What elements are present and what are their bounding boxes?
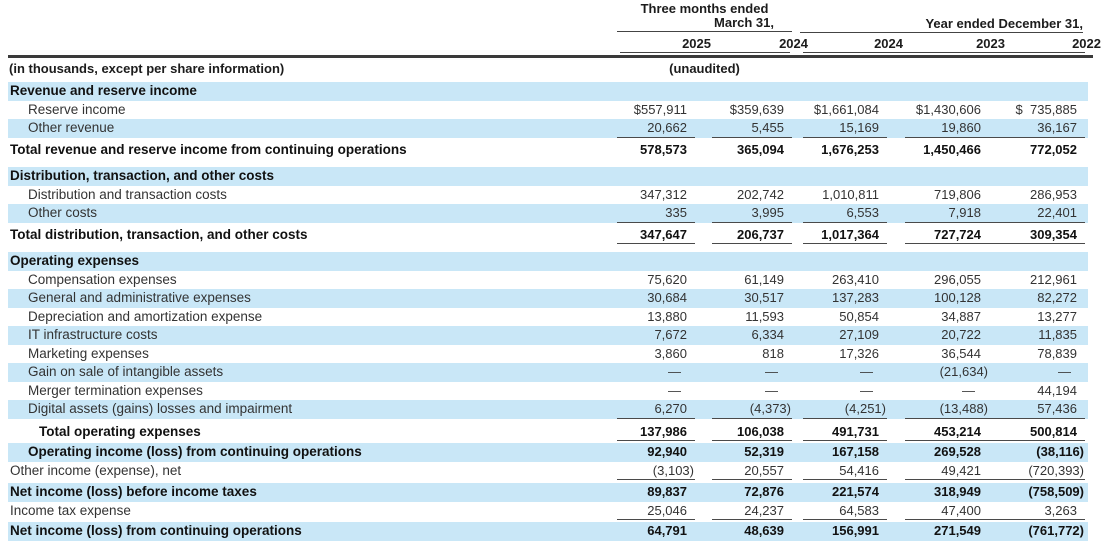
value-cell	[712, 167, 792, 186]
table-row	[8, 119, 1088, 138]
value-cell: $359,639	[729, 101, 784, 117]
value-cell: 49,421	[905, 462, 989, 481]
value-cell: 82,272	[1037, 290, 1077, 305]
value-cell: 719,806	[934, 186, 981, 202]
table-row	[8, 289, 1088, 308]
value-cell: 15,169	[803, 119, 887, 138]
row-label: Compensation expenses	[28, 271, 177, 287]
value-cell: —	[765, 364, 778, 379]
value-cell: —	[962, 382, 975, 398]
value-cell	[617, 82, 695, 101]
value-cell: 27,109	[839, 327, 879, 342]
table-row	[8, 167, 1088, 186]
value-cell: 7,918	[905, 204, 989, 223]
value-cell: 54,416	[803, 462, 887, 481]
value-cell: $1,661,084	[813, 101, 879, 117]
table-row	[8, 382, 1088, 401]
row-label: Reserve income	[28, 101, 126, 117]
value-cell: (38,116)	[1036, 444, 1084, 459]
value-cell: 89,837	[647, 484, 687, 499]
header-divider-rule	[8, 55, 1093, 58]
value-cell: 3,995	[712, 204, 792, 223]
table-row	[8, 326, 1088, 345]
table-row	[8, 101, 1088, 120]
value-cell: 156,991	[832, 523, 879, 538]
value-cell: 137,986	[617, 423, 695, 442]
value-cell: 100,128	[934, 290, 981, 305]
table-row	[8, 483, 1088, 502]
table-row	[8, 186, 1088, 205]
value-cell: 52,319	[744, 444, 784, 459]
row-label: Marketing expenses	[28, 345, 149, 361]
row-label: General and administrative expenses	[28, 290, 251, 305]
year-underline-group1	[620, 52, 790, 53]
value-cell: —	[860, 364, 873, 379]
value-cell: 3,860	[654, 345, 687, 361]
value-cell: 578,573	[640, 141, 687, 157]
value-cell: 1,450,466	[923, 141, 981, 157]
value-cell	[989, 252, 1085, 271]
value-cell: 263,410	[832, 271, 879, 287]
value-cell: 6,334	[751, 327, 784, 342]
value-cell: 34,887	[941, 308, 981, 324]
table-row	[8, 443, 1088, 462]
value-cell: 17,326	[839, 345, 879, 361]
table-row	[8, 400, 1088, 419]
value-cell: 491,731	[803, 423, 887, 442]
row-label: Operating expenses	[10, 253, 140, 268]
value-cell: 20,722	[941, 327, 981, 342]
value-cell: 453,214	[905, 423, 989, 442]
value-cell	[712, 82, 792, 101]
value-cell: 30,517	[744, 290, 784, 305]
value-cell: 202,742	[737, 186, 784, 202]
value-cell: 24,237	[712, 502, 792, 521]
value-cell: 167,158	[832, 444, 879, 459]
row-label: Income tax expense	[10, 502, 131, 518]
value-cell: —	[860, 382, 873, 398]
value-cell: 64,583	[803, 502, 887, 521]
value-cell	[989, 167, 1085, 186]
row-label: Net income (loss) from continuing operations	[10, 523, 302, 538]
value-cell	[989, 82, 1085, 101]
value-cell: 25,046	[617, 502, 695, 521]
value-cell: 13,880	[647, 308, 687, 324]
row-label: Digital assets (gains) losses and impairment	[28, 401, 293, 416]
value-cell: 75,620	[647, 271, 687, 287]
table-row	[8, 345, 1088, 364]
value-cell: 221,574	[832, 484, 879, 499]
value-cell: $ 735,885	[1015, 101, 1077, 117]
value-cell: 20,557	[712, 462, 792, 481]
table-row	[8, 204, 1088, 223]
table-row	[8, 141, 1088, 160]
value-cell: (3,103)	[617, 462, 695, 481]
value-cell: 212,961	[1030, 271, 1077, 287]
value-cell: 11,835	[1038, 327, 1077, 342]
row-label: Distribution, transaction, and other costs	[10, 168, 275, 183]
value-cell: 1,017,364	[803, 226, 887, 245]
value-cell: 78,839	[1037, 345, 1077, 361]
year-underline-group2	[803, 52, 1085, 53]
row-label: Merger termination expenses	[28, 382, 203, 398]
units-note: (in thousands, except per share information)	[9, 61, 285, 76]
value-cell: 347,647	[617, 226, 695, 245]
column-group-year-ended	[800, 2, 1083, 33]
value-cell: 20,662	[617, 119, 695, 138]
year-header-2024: 2024	[874, 36, 903, 51]
value-cell: (21,634)	[939, 364, 988, 379]
value-cell	[803, 167, 887, 186]
value-cell: (758,509)	[1028, 484, 1084, 499]
row-label: Depreciation and amortization expense	[28, 308, 263, 324]
unaudited-note: (unaudited)	[669, 61, 740, 76]
value-cell	[905, 252, 989, 271]
value-cell: $557,911	[633, 101, 687, 117]
value-cell: 365,094	[737, 141, 784, 157]
row-label: IT infrastructure costs	[28, 327, 158, 342]
value-cell: 727,724	[905, 226, 989, 245]
value-cell: 11,593	[745, 308, 784, 324]
value-cell: —	[1058, 364, 1071, 379]
year-header-2023: 2023	[976, 36, 1005, 51]
row-label: Other revenue	[28, 120, 115, 135]
value-cell	[803, 252, 887, 271]
value-cell	[617, 167, 695, 186]
table-row	[8, 226, 1088, 245]
value-cell: 137,283	[832, 290, 879, 305]
value-cell: 6,553	[803, 204, 887, 223]
value-cell: 318,949	[934, 484, 981, 499]
row-label: Total operating expenses	[39, 423, 201, 439]
value-cell	[617, 252, 695, 271]
value-cell: 61,149	[744, 271, 784, 287]
value-cell: $1,430,606	[915, 101, 981, 117]
value-cell: (720,393)	[989, 462, 1085, 481]
value-cell	[803, 82, 887, 101]
row-label: Revenue and reserve income	[10, 83, 197, 98]
year-header-2022: 2022	[1072, 36, 1101, 51]
value-cell: 6,270	[617, 400, 695, 419]
row-label: Other income (expense), net	[10, 462, 182, 478]
value-cell: 818	[762, 345, 784, 361]
value-cell: 22,401	[989, 204, 1085, 223]
value-cell: 3,263	[989, 502, 1085, 521]
table-row	[8, 363, 1088, 382]
value-cell	[905, 82, 989, 101]
column-group-three-months-line2: March 31,	[714, 15, 774, 30]
value-cell: 271,549	[934, 523, 981, 538]
value-cell: 36,544	[941, 345, 981, 361]
row-label: Gain on sale of intangible assets	[28, 364, 224, 379]
year-header-spacer	[0, 36, 639, 51]
value-cell: —	[765, 382, 778, 398]
value-cell: 19,860	[905, 119, 989, 138]
column-group-three-months	[617, 2, 792, 32]
table-row	[8, 271, 1088, 290]
value-cell: 13,277	[1037, 308, 1077, 324]
value-cell: 500,814	[989, 423, 1085, 442]
value-cell: 1,010,811	[822, 186, 879, 202]
table-row	[8, 423, 1088, 442]
value-cell: 72,876	[744, 484, 784, 499]
value-cell: 335	[617, 204, 695, 223]
value-cell: 50,854	[839, 308, 879, 324]
value-cell: 92,940	[647, 444, 687, 459]
value-cell: (4,373)	[712, 400, 792, 419]
value-cell: (761,772)	[1028, 523, 1084, 538]
value-cell: —	[668, 364, 681, 379]
value-cell: 7,672	[654, 327, 687, 342]
year-header-row	[0, 36, 1107, 51]
value-cell: 1,676,253	[821, 141, 879, 157]
year-header-2024-q1: 2024	[779, 36, 808, 51]
value-cell	[905, 167, 989, 186]
value-cell: —	[668, 382, 681, 398]
value-cell: 57,436	[989, 400, 1085, 419]
value-cell: (4,251)	[803, 400, 887, 419]
value-cell	[712, 252, 792, 271]
row-label: Total distribution, transaction, and other costs	[10, 226, 308, 242]
year-header-2025: 2025	[682, 36, 711, 51]
row-label: Net income (loss) before income taxes	[10, 484, 257, 499]
value-cell: 296,055	[934, 271, 981, 287]
value-cell: 44,194	[1037, 382, 1077, 398]
value-cell: 30,684	[647, 290, 687, 305]
table-body	[0, 82, 1107, 541]
value-cell: 286,953	[1030, 186, 1077, 202]
table-row	[8, 522, 1088, 541]
value-cell: 36,167	[989, 119, 1085, 138]
table-row	[8, 82, 1088, 101]
value-cell: 347,312	[640, 186, 687, 202]
row-label: Operating income (loss) from continuing operations	[28, 444, 362, 459]
table-row	[8, 502, 1088, 521]
value-cell: 106,038	[712, 423, 792, 442]
row-label: Other costs	[28, 205, 98, 220]
value-cell: 772,052	[1030, 141, 1077, 157]
row-label: Distribution and transaction costs	[28, 186, 227, 202]
table-row	[8, 308, 1088, 327]
table-row	[8, 462, 1088, 481]
value-cell: 269,528	[934, 444, 981, 459]
value-cell: 47,400	[905, 502, 989, 521]
value-cell: (13,488)	[905, 400, 989, 419]
table-row	[8, 252, 1088, 271]
table-header	[0, 0, 1107, 82]
value-cell: 309,354	[989, 226, 1085, 245]
value-cell: 5,455	[712, 119, 792, 138]
value-cell: 64,791	[647, 523, 687, 538]
column-group-year-ended-label: Year ended December 31,	[925, 16, 1083, 31]
value-cell: 206,737	[712, 226, 792, 245]
row-label: Total revenue and reserve income from continuing operations	[10, 141, 407, 157]
column-group-three-months-line1: Three months ended	[640, 1, 769, 16]
value-cell: 48,639	[744, 523, 784, 538]
